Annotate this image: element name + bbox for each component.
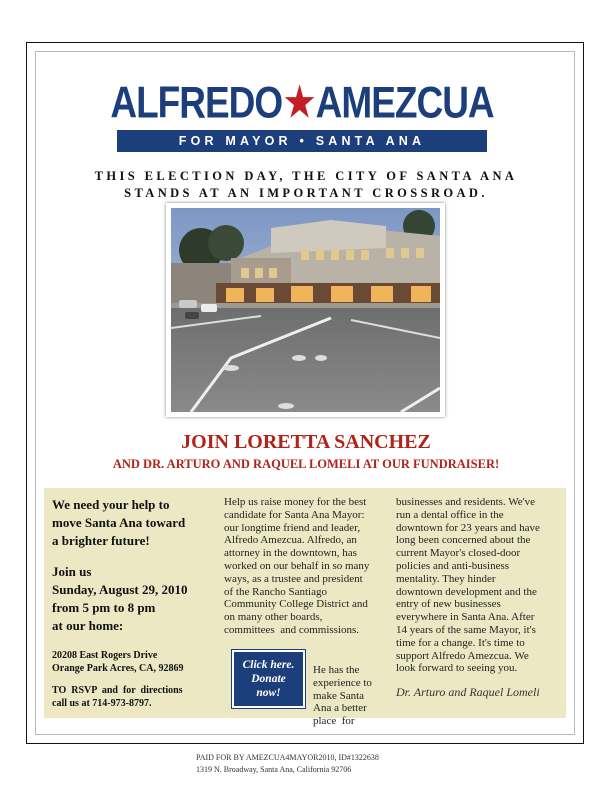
invite-title: JOIN LORETTA SANCHEZ (181, 431, 431, 453)
text-line: Ana a better (313, 702, 367, 715)
logo-last-name: AMEZCUA (315, 77, 494, 127)
address-line: Orange Park Acres, CA, 92869 (52, 663, 184, 674)
street-intersection-photo-icon (171, 208, 440, 412)
address-line: 20208 East Rogers Drive (52, 650, 158, 661)
text-line: attorney in the downtown, has (224, 547, 357, 560)
text-line: Alfredo Amezcua. Alfredo, an (224, 534, 357, 547)
letter-column-2 (396, 496, 556, 675)
text-line: make Santa (313, 689, 365, 702)
event-time: from 5 pm to 8 pm (52, 600, 156, 615)
text-line: current Mayor's closed-door (396, 547, 521, 560)
donate-line: Click here. (242, 659, 295, 671)
text-line: policies and anti-business (396, 559, 510, 572)
text-line: run a dental office in the (396, 508, 504, 521)
help-line: We need your help to (52, 497, 170, 512)
text-line: experience to (313, 676, 372, 689)
letter-column-1 (224, 496, 386, 637)
text-line: everywhere in Santa Ana. After (396, 611, 535, 624)
street-photo (166, 203, 445, 417)
rsvp-line: TO RSVP and for directions (52, 685, 183, 696)
disclaimer-address: 1319 N. Broadway, Santa Ana, California 92706 (196, 765, 352, 774)
disclaimer-line: PAID FOR BY AMEZCUA4MAYOR2010, ID#1322638 (196, 753, 379, 762)
text-line: downtown for 23 years and have (396, 521, 540, 534)
logo-name (110, 73, 494, 133)
donate-line: Donate (251, 673, 286, 685)
help-line: move Santa Ana toward (52, 515, 186, 530)
text-line: look forward to seeing you. (396, 662, 518, 675)
letter-column-1-continued (313, 664, 393, 728)
headline-line1: THIS ELECTION DAY, THE CITY OF SANTA ANA (94, 169, 518, 183)
text-line: our longtime friend and leader, (224, 521, 361, 534)
text-line: candidate for Santa Ana Mayor: (224, 508, 365, 521)
signature: Dr. Arturo and Raquel Lomeli (396, 685, 540, 699)
donate-line: now! (256, 687, 281, 699)
rsvp-info (52, 684, 224, 710)
event-details (52, 496, 224, 710)
text-line: place for (313, 715, 355, 728)
text-line: businesses and residents. We've (396, 496, 535, 508)
text-line: of the Rancho Santiago (224, 585, 327, 598)
headline (40, 168, 572, 202)
text-line: committees and commissions. (224, 623, 360, 636)
donate-button[interactable] (232, 650, 305, 708)
text-line: 14 years of the same Mayor, it's (396, 623, 536, 636)
help-message (52, 496, 224, 550)
star-icon: ★ (284, 80, 314, 126)
text-line: downtown development and the (396, 585, 537, 598)
text-line: long been concerned about the (396, 534, 531, 547)
text-line: time for a change. It's time to (396, 636, 525, 649)
text-line: support Alfredo Amezcua. We (396, 649, 529, 662)
paid-for-disclaimer (196, 752, 379, 776)
campaign-logo (110, 77, 494, 154)
text-line: Help us raise money for the best (224, 496, 367, 508)
join-line: Join us (52, 564, 92, 579)
event-address (52, 649, 224, 675)
rsvp-phone: call us at 714-973-8797. (52, 698, 152, 709)
text-line: on many other boards, (224, 611, 323, 624)
logo-first-name: ALFREDO (110, 77, 283, 127)
text-line: He has the (313, 664, 360, 676)
text-line: ways, as a trustee and president (224, 572, 363, 585)
logo-tagline: FOR MAYOR • SANTA ANA (117, 130, 487, 152)
text-line: mentality. They hinder (396, 572, 496, 585)
invite-subtitle: AND DR. ARTURO AND RAQUEL LOMELI AT OUR FUNDRAISER! (112, 457, 500, 471)
join-line: at our home: (52, 618, 124, 633)
headline-line2: STANDS AT AN IMPORTANT CROSSROAD. (124, 186, 488, 200)
text-line: entry of new businesses (396, 598, 501, 611)
text-line: worked on our behalf in so many (224, 559, 370, 572)
text-line: Community College District and (224, 598, 368, 611)
event-date: Sunday, August 29, 2010 (52, 582, 188, 597)
event-date-time (52, 563, 224, 635)
help-line: a brighter future! (52, 533, 150, 548)
